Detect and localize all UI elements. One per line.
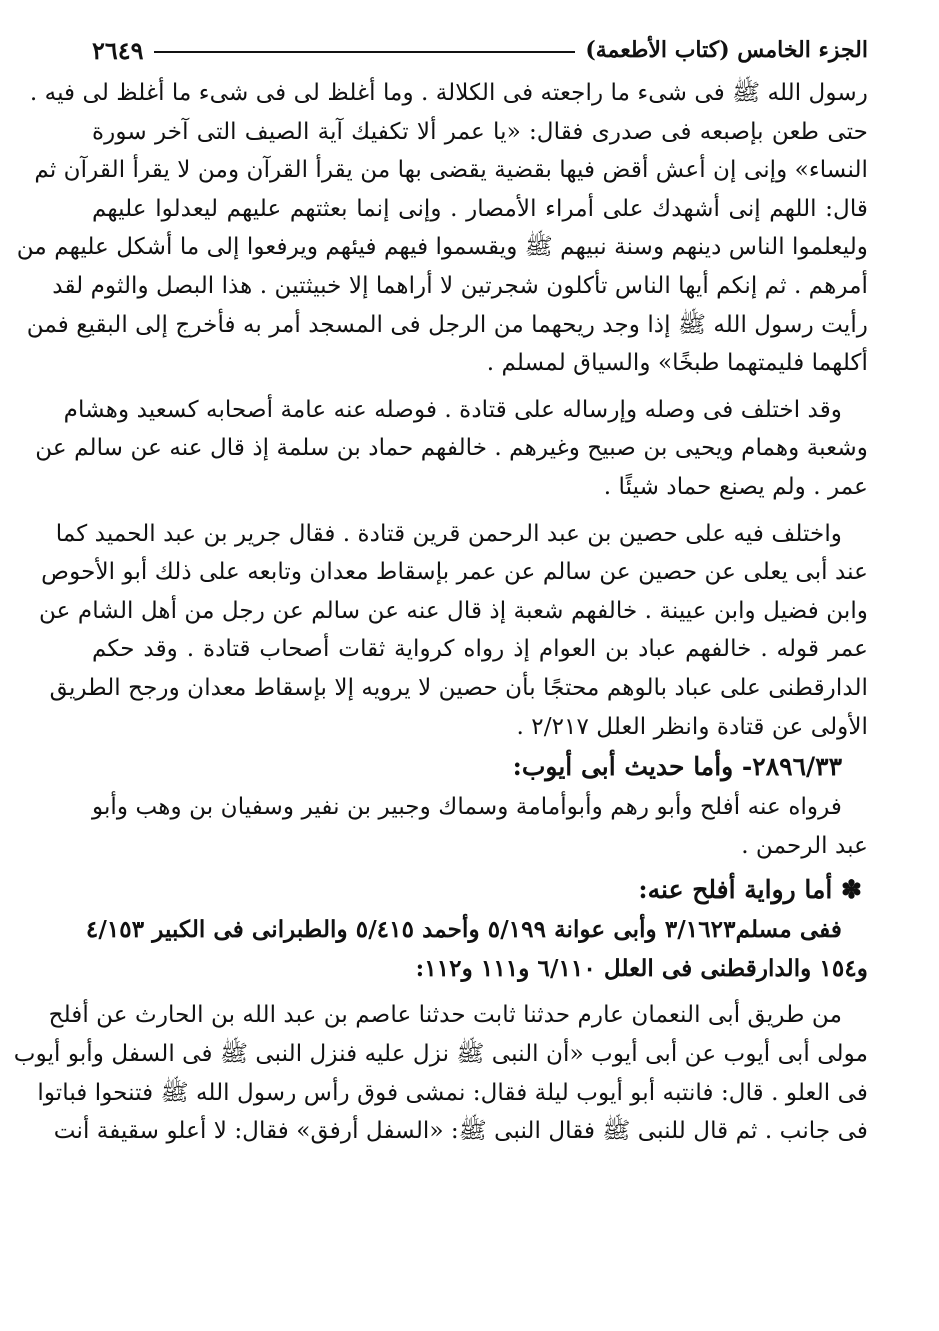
text-line: وابن فضيل وابن عيينة . خالفهم شعبة إذ قال عنه عن سالم عن رجل من أهل الشام عن [38,596,868,624]
text-line: مولى أبى أيوب عن أبى أيوب «أن النبى ﷺ نزل عليه فنزل النبى ﷺ فى السفل وأبو أيوب [13,1040,868,1068]
text-line: حتى طعن بإصبعه فى صدرى فقال: «يا عمر ألا تكفيك آية الصيف التى آخر سورة [92,117,868,145]
paragraph-2 [35,391,868,507]
page-number: ٢٦٤٩ [92,35,144,65]
page-header [92,30,868,70]
references-paragraph [85,911,868,988]
paragraph-3 [38,515,868,747]
subsection-heading: ✽ أما رواية أفلح عنه: [638,875,862,905]
text-line: واختلف فيه على حصين بن عبد الرحمن قرين قتادة . فقال جرير بن عبد الحميد كما [55,519,842,547]
text-line: من طريق أبى النعمان عارم حدثنا ثابت حدثنا عاصم بن عبد الله بن الحارث عن أفلح [48,1001,842,1029]
paragraph-narrators [92,788,868,865]
text-line: أكلهما فليمتهما طبخًا» والسياق لمسلم . [486,349,868,377]
text-line: و١٥٤ والدارقطنى فى العلل ٦/١١٠ و١١١ و١١٢: [415,954,868,982]
header-rule [154,51,576,53]
text-line: الأولى عن قتادة وانظر العلل ٢/٢١٧ . [516,712,868,740]
text-line: فى العلو . قال: فانتبه أبو أيوب ليلة فقال: نمشى فوق رأس رسول الله ﷺ فتنحوا فباتوا [37,1078,868,1106]
text-line: عبد الرحمن . [741,831,868,859]
text-line: قال: اللهم إنى أشهدك على أمراء الأمصار . وإنى إنما بعثتهم عليهم ليعدلوا عليهم [92,194,868,222]
text-line: عمر قوله . خالفهم عباد بن العوام إذ رواه كرواية ثقات أصحاب قتادة . وقد حكم [92,635,868,663]
text-line: عند أبى يعلى عن حصين عن سالم عن عمر بإسقاط معدان وتابعه على ذلك أبو الأحوص [41,558,868,586]
text-line: أمرهم . ثم إنكم أيها الناس تأكلون شجرتين لا أراهما إلا خبيثتين . هذا البصل والثوم لقد [52,271,868,299]
running-title: الجزء الخامس (كتاب الأطعمة) [585,37,868,63]
paragraph-1 [16,74,868,383]
text-line: رأيت رسول الله ﷺ إذا وجد ريحهما من الرجل فى المسجد أمر به فأخرج إلى البقيع فمن [26,310,868,338]
text-line: وليعلموا الناس دينهم وسنة نبيهم ﷺ ويقسموا فيهم فيئهم ويرفعوا إلى ما أشكل عليهم من [16,233,868,261]
section-heading: ٢٨٩٦/٣٣- وأما حديث أبى أيوب: [512,752,842,782]
text-line: عمر . ولم يصنع حماد شيئًا . [603,472,868,500]
text-line: ففى مسلم٣/١٦٢٣ وأبى عوانة ٥/١٩٩ وأحمد ٥/٤١٥ والطبرانى فى الكبير ٤/١٥٣ [85,916,842,944]
paragraph-hadith [13,996,868,1150]
text-line: النساء» وإنى إن أعش أقض فيها بقضية يقضى بها من يقرأ القرآن ومن لا يقرأ القرآن ثم [34,156,868,184]
book-page [13,30,868,1320]
text-line: الدارقطنى على عباد بالوهم محتجًا بأن حصين لا يرويه إلا بإسقاط معدان ورجح الطريق [49,673,868,701]
text-line: رسول الله ﷺ فى شىء ما راجعته فى الكلالة . وما أغلظ لى فى شىء ما أغلظ لى فيه . [29,79,868,106]
text-line: فى جانب . ثم قال للنبى ﷺ فقال النبى ﷺ: «السفل أرفق» فقال: لا أعلو سقيفة أنت [53,1117,868,1145]
text-line: وشعبة وهمام ويحيى بن صبيح وغيرهم . خالفهم حماد بن سلمة إذ قال عنه عن سالم عن [35,434,868,462]
text-line: وقد اختلف فى وصله وإرساله على قتادة . فوصله عنه عامة أصحابه كسعيد وهشام [63,395,842,423]
text-line: فرواه عنه أفلح وأبو رهم وأبوأمامة وسماك وجبير بن نفير وسفيان بن وهب وأبو [92,793,842,821]
